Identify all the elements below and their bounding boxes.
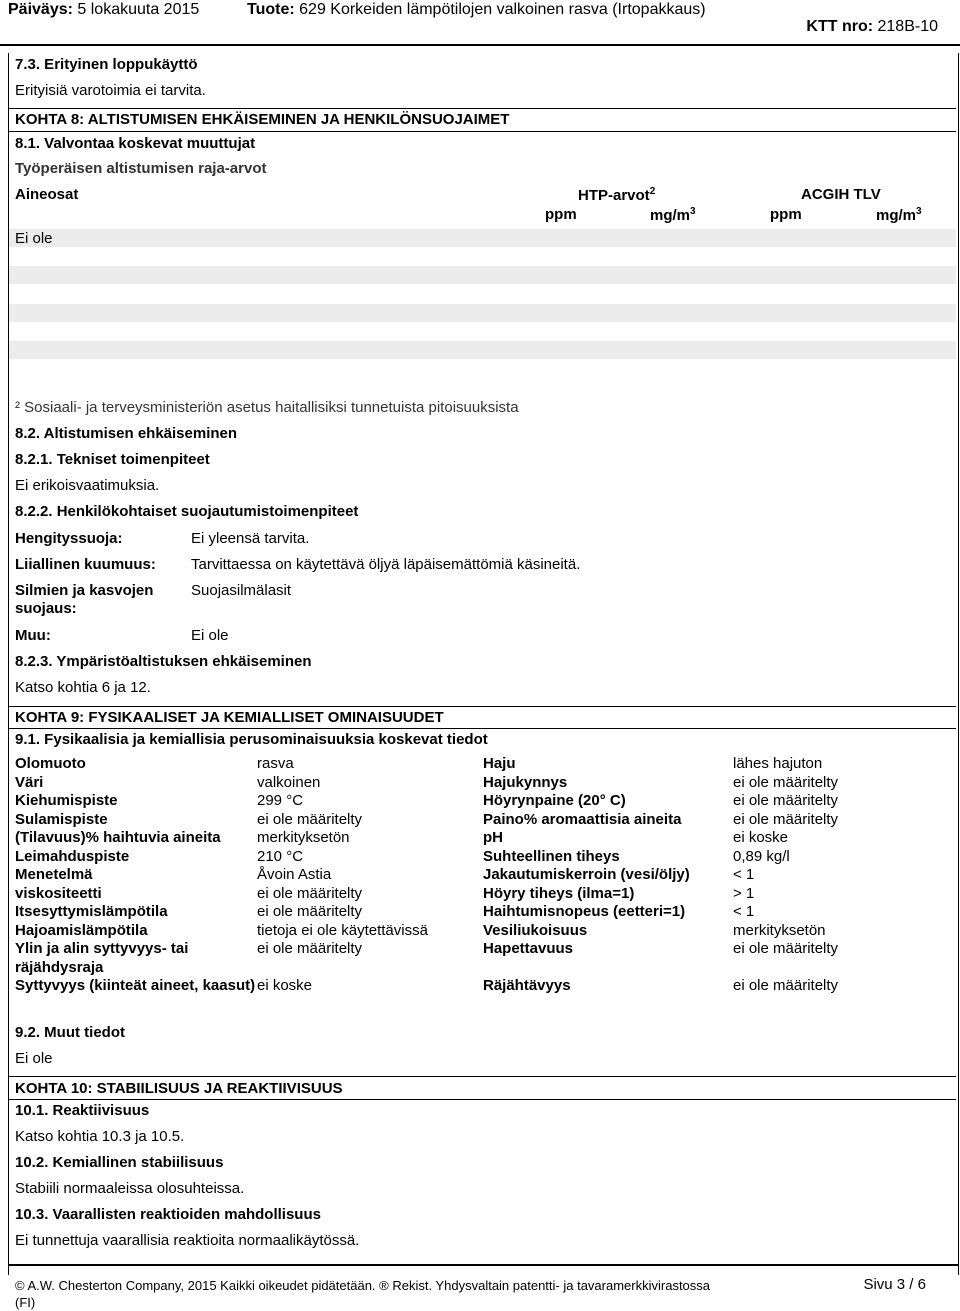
col-substance: Aineosat bbox=[15, 186, 79, 203]
property-value: < 1 bbox=[733, 866, 755, 883]
property-name: Höyrynpaine (20° C) bbox=[483, 792, 626, 809]
property-row bbox=[15, 848, 945, 867]
section-7-3-heading: 7.3. Erityinen loppukäyttö bbox=[15, 56, 198, 73]
footer-divider bbox=[8, 1264, 958, 1266]
property-value: Åvoin Astia bbox=[257, 866, 332, 883]
property-value: < 1 bbox=[733, 903, 755, 920]
unit-htp-ppm: ppm bbox=[545, 206, 577, 223]
property-value: ei ole määritelty bbox=[257, 940, 363, 957]
property-row bbox=[15, 903, 945, 922]
property-row bbox=[15, 811, 945, 830]
section-8-1-heading: 8.1. Valvontaa koskevat muuttujat bbox=[15, 135, 256, 152]
section-8-2-1-heading: 8.2.1. Tekniset toimenpiteet bbox=[15, 451, 210, 468]
section-9-2-heading: 9.2. Muut tiedot bbox=[15, 1024, 125, 1041]
property-value: ei ole määritelty bbox=[733, 773, 839, 791]
section-divider bbox=[9, 1099, 956, 1100]
properties-table bbox=[15, 755, 945, 996]
property-value: rasva bbox=[257, 755, 294, 772]
section-10-3-text: Ei tunnettuja vaarallisia reaktioita normaalikäytössä. bbox=[15, 1232, 360, 1249]
property-name: Haju bbox=[483, 755, 516, 772]
section-8-heading: KOHTA 8: ALTISTUMISEN EHKÄISEMINEN JA HENKILÖNSUOJAIMET bbox=[15, 111, 510, 128]
property-name: Räjähtävyys bbox=[483, 977, 571, 994]
col-acgih: ACGIH TLV bbox=[801, 186, 881, 203]
table-row-shade bbox=[9, 304, 956, 322]
property-row bbox=[15, 940, 945, 977]
ppe-value-other: Ei ole bbox=[191, 627, 229, 644]
property-name: Leimahduspiste bbox=[15, 847, 130, 865]
footer-copyright: © A.W. Chesterton Company, 2015 Kaikki oikeudet pidätetään. ® Rekist. Yhdysvaltain patentti- ja tavaramerkkivirastossa bbox=[15, 1278, 711, 1293]
col-htp bbox=[578, 186, 655, 204]
section-9-2-text: Ei ole bbox=[15, 1050, 53, 1067]
section-divider bbox=[9, 108, 956, 109]
property-row bbox=[15, 885, 945, 904]
unit-acgih-mgm3 bbox=[876, 206, 922, 224]
unit-sup: 3 bbox=[916, 206, 922, 217]
property-name: Hapettavuus bbox=[483, 940, 574, 957]
section-divider bbox=[9, 131, 956, 132]
property-row bbox=[15, 792, 945, 811]
property-name: Jakautumiskerroin (vesi/öljy) bbox=[483, 866, 690, 883]
ppe-label-heat: Liiallinen kuumuus: bbox=[15, 556, 156, 573]
property-row bbox=[15, 866, 945, 885]
unit-label: mg/m bbox=[650, 207, 691, 224]
property-name: Höyry tiheys (ilma=1) bbox=[483, 884, 635, 902]
section-divider bbox=[9, 706, 956, 707]
property-name: pH bbox=[483, 829, 503, 846]
ppe-label-eye-2: suojaus: bbox=[15, 600, 77, 617]
section-8-2-2-heading: 8.2.2. Henkilökohtaiset suojautumistoimenpiteet bbox=[15, 503, 359, 520]
property-value: ei koske bbox=[257, 977, 313, 994]
property-name: Sulamispiste bbox=[15, 810, 108, 828]
property-value: ei ole määritelty bbox=[733, 940, 839, 957]
property-row bbox=[15, 755, 945, 774]
product-value: 629 Korkeiden lämpötilojen valkoinen rasva (Irtopakkaus) bbox=[299, 1, 706, 18]
property-value: ei koske bbox=[733, 829, 789, 846]
property-value: merkityksetön bbox=[733, 921, 826, 939]
property-name: Hajoamislämpötila bbox=[15, 921, 148, 939]
section-10-heading: KOHTA 10: STABIILISUUS JA REAKTIIVISUUS bbox=[15, 1080, 343, 1097]
ktt-label: KTT nro: bbox=[806, 18, 874, 35]
property-value: ei ole määritelty bbox=[257, 884, 363, 902]
col-htp-sup: 2 bbox=[649, 186, 656, 197]
footer-lang: (FI) bbox=[15, 1295, 36, 1310]
ppe-value-heat: Tarvittaessa on käytettävä öljyä läpäisemättömiä käsineitä. bbox=[191, 556, 581, 573]
property-name: Kiehumispiste bbox=[15, 792, 118, 809]
property-value: > 1 bbox=[733, 884, 755, 902]
ppe-label-other: Muu: bbox=[15, 627, 51, 644]
ppe-label-respiratory: Hengityssuoja: bbox=[15, 530, 123, 547]
section-divider bbox=[9, 1076, 956, 1077]
footnote: ² Sosiaali- ja terveysministeriön asetus haitallisiksi tunnetuista pitoisuuksista bbox=[15, 399, 519, 416]
section-9-heading: KOHTA 9: FYSIKAALISET JA KEMIALLISET OMINAISUUDET bbox=[15, 709, 444, 726]
property-name: Väri bbox=[15, 773, 44, 791]
section-9-1-heading: 9.1. Fysikaalisia ja kemiallisia perusominaisuuksia koskevat tiedot bbox=[15, 731, 488, 748]
section-divider bbox=[9, 728, 956, 729]
header-ktt bbox=[806, 18, 938, 36]
section-10-1-heading: 10.1. Reaktiivisuus bbox=[15, 1102, 150, 1119]
ktt-value: 218B-10 bbox=[877, 18, 938, 35]
table-row-shade bbox=[9, 266, 956, 284]
property-value: ei ole määritelty bbox=[733, 977, 839, 994]
unit-label: mg/m bbox=[876, 207, 917, 224]
property-name: Haihtumisnopeus (eetteri=1) bbox=[483, 903, 686, 920]
property-name: Itsesyttymislämpötila bbox=[15, 903, 168, 920]
section-8-2-3-heading: 8.2.3. Ympäristöaltistuksen ehkäiseminen bbox=[15, 653, 312, 670]
footer-page-number: Sivu 3 / 6 bbox=[863, 1276, 926, 1293]
property-name: Ylin ja alin syttyvyys- tai räjähdysraja bbox=[15, 940, 189, 976]
limits-title: Työperäisen altistumisen raja-arvot bbox=[15, 160, 267, 177]
table-row: Ei ole bbox=[15, 230, 53, 247]
property-value: valkoinen bbox=[257, 773, 321, 791]
property-name: Menetelmä bbox=[15, 866, 93, 883]
property-name: viskositeetti bbox=[15, 884, 102, 902]
section-10-2-heading: 10.2. Kemiallinen stabiilisuus bbox=[15, 1154, 224, 1171]
property-row bbox=[15, 829, 945, 848]
section-10-1-text: Katso kohtia 10.3 ja 10.5. bbox=[15, 1128, 185, 1145]
section-10-3-heading: 10.3. Vaarallisten reaktioiden mahdollisuus bbox=[15, 1206, 321, 1223]
property-value: ei ole määritelty bbox=[733, 810, 839, 828]
property-value: ei ole määritelty bbox=[733, 792, 839, 809]
property-row bbox=[15, 922, 945, 941]
product-label: Tuote: bbox=[247, 1, 295, 18]
ppe-value-eye: Suojasilmälasit bbox=[191, 582, 292, 599]
property-value: lähes hajuton bbox=[733, 755, 823, 772]
date-label: Päiväys: bbox=[8, 1, 73, 18]
header-date bbox=[8, 1, 199, 19]
header-product bbox=[247, 1, 706, 19]
header-divider bbox=[0, 44, 960, 46]
date-value: 5 lokakuuta 2015 bbox=[77, 1, 200, 18]
table-row-shade bbox=[9, 341, 956, 359]
unit-htp-mgm3 bbox=[650, 206, 696, 224]
property-value: ei ole määritelty bbox=[257, 903, 363, 920]
col-htp-label: HTP-arvot bbox=[578, 187, 650, 204]
page-header bbox=[0, 0, 960, 44]
ppe-label-eye: Silmien ja kasvojen bbox=[15, 582, 154, 599]
property-value: tietoja ei ole käytettävissä bbox=[257, 921, 428, 939]
property-row bbox=[15, 774, 945, 793]
section-10-2-text: Stabiili normaaleissa olosuhteissa. bbox=[15, 1180, 245, 1197]
section-8-2-heading: 8.2. Altistumisen ehkäiseminen bbox=[15, 425, 238, 442]
section-8-2-3-text: Katso kohtia 6 ja 12. bbox=[15, 679, 151, 696]
property-name: (Tilavuus)% haihtuvia aineita bbox=[15, 829, 221, 846]
section-7-3-text: Erityisiä varotoimia ei tarvita. bbox=[15, 82, 206, 99]
property-name: Olomuoto bbox=[15, 755, 86, 772]
section-8-2-1-text: Ei erikoisvaatimuksia. bbox=[15, 477, 160, 494]
property-value: ei ole määritelty bbox=[257, 810, 363, 828]
unit-acgih-ppm: ppm bbox=[770, 206, 802, 223]
unit-sup: 3 bbox=[690, 206, 696, 217]
property-row bbox=[15, 977, 945, 996]
property-name: Suhteellinen tiheys bbox=[483, 847, 620, 865]
property-name: Vesiliukoisuus bbox=[483, 921, 588, 939]
property-name: Paino% aromaattisia aineita bbox=[483, 810, 682, 828]
property-name: Syttyvyys (kiinteät aineet, kaasut) bbox=[15, 977, 256, 994]
property-value: 210 °C bbox=[257, 847, 304, 865]
property-value: 299 °C bbox=[257, 792, 304, 809]
property-name: Hajukynnys bbox=[483, 773, 568, 791]
ppe-value-respiratory: Ei yleensä tarvita. bbox=[191, 530, 310, 547]
property-value: 0,89 kg/l bbox=[733, 847, 790, 865]
property-value: merkityksetön bbox=[257, 829, 350, 846]
table-row-shade bbox=[9, 229, 956, 247]
